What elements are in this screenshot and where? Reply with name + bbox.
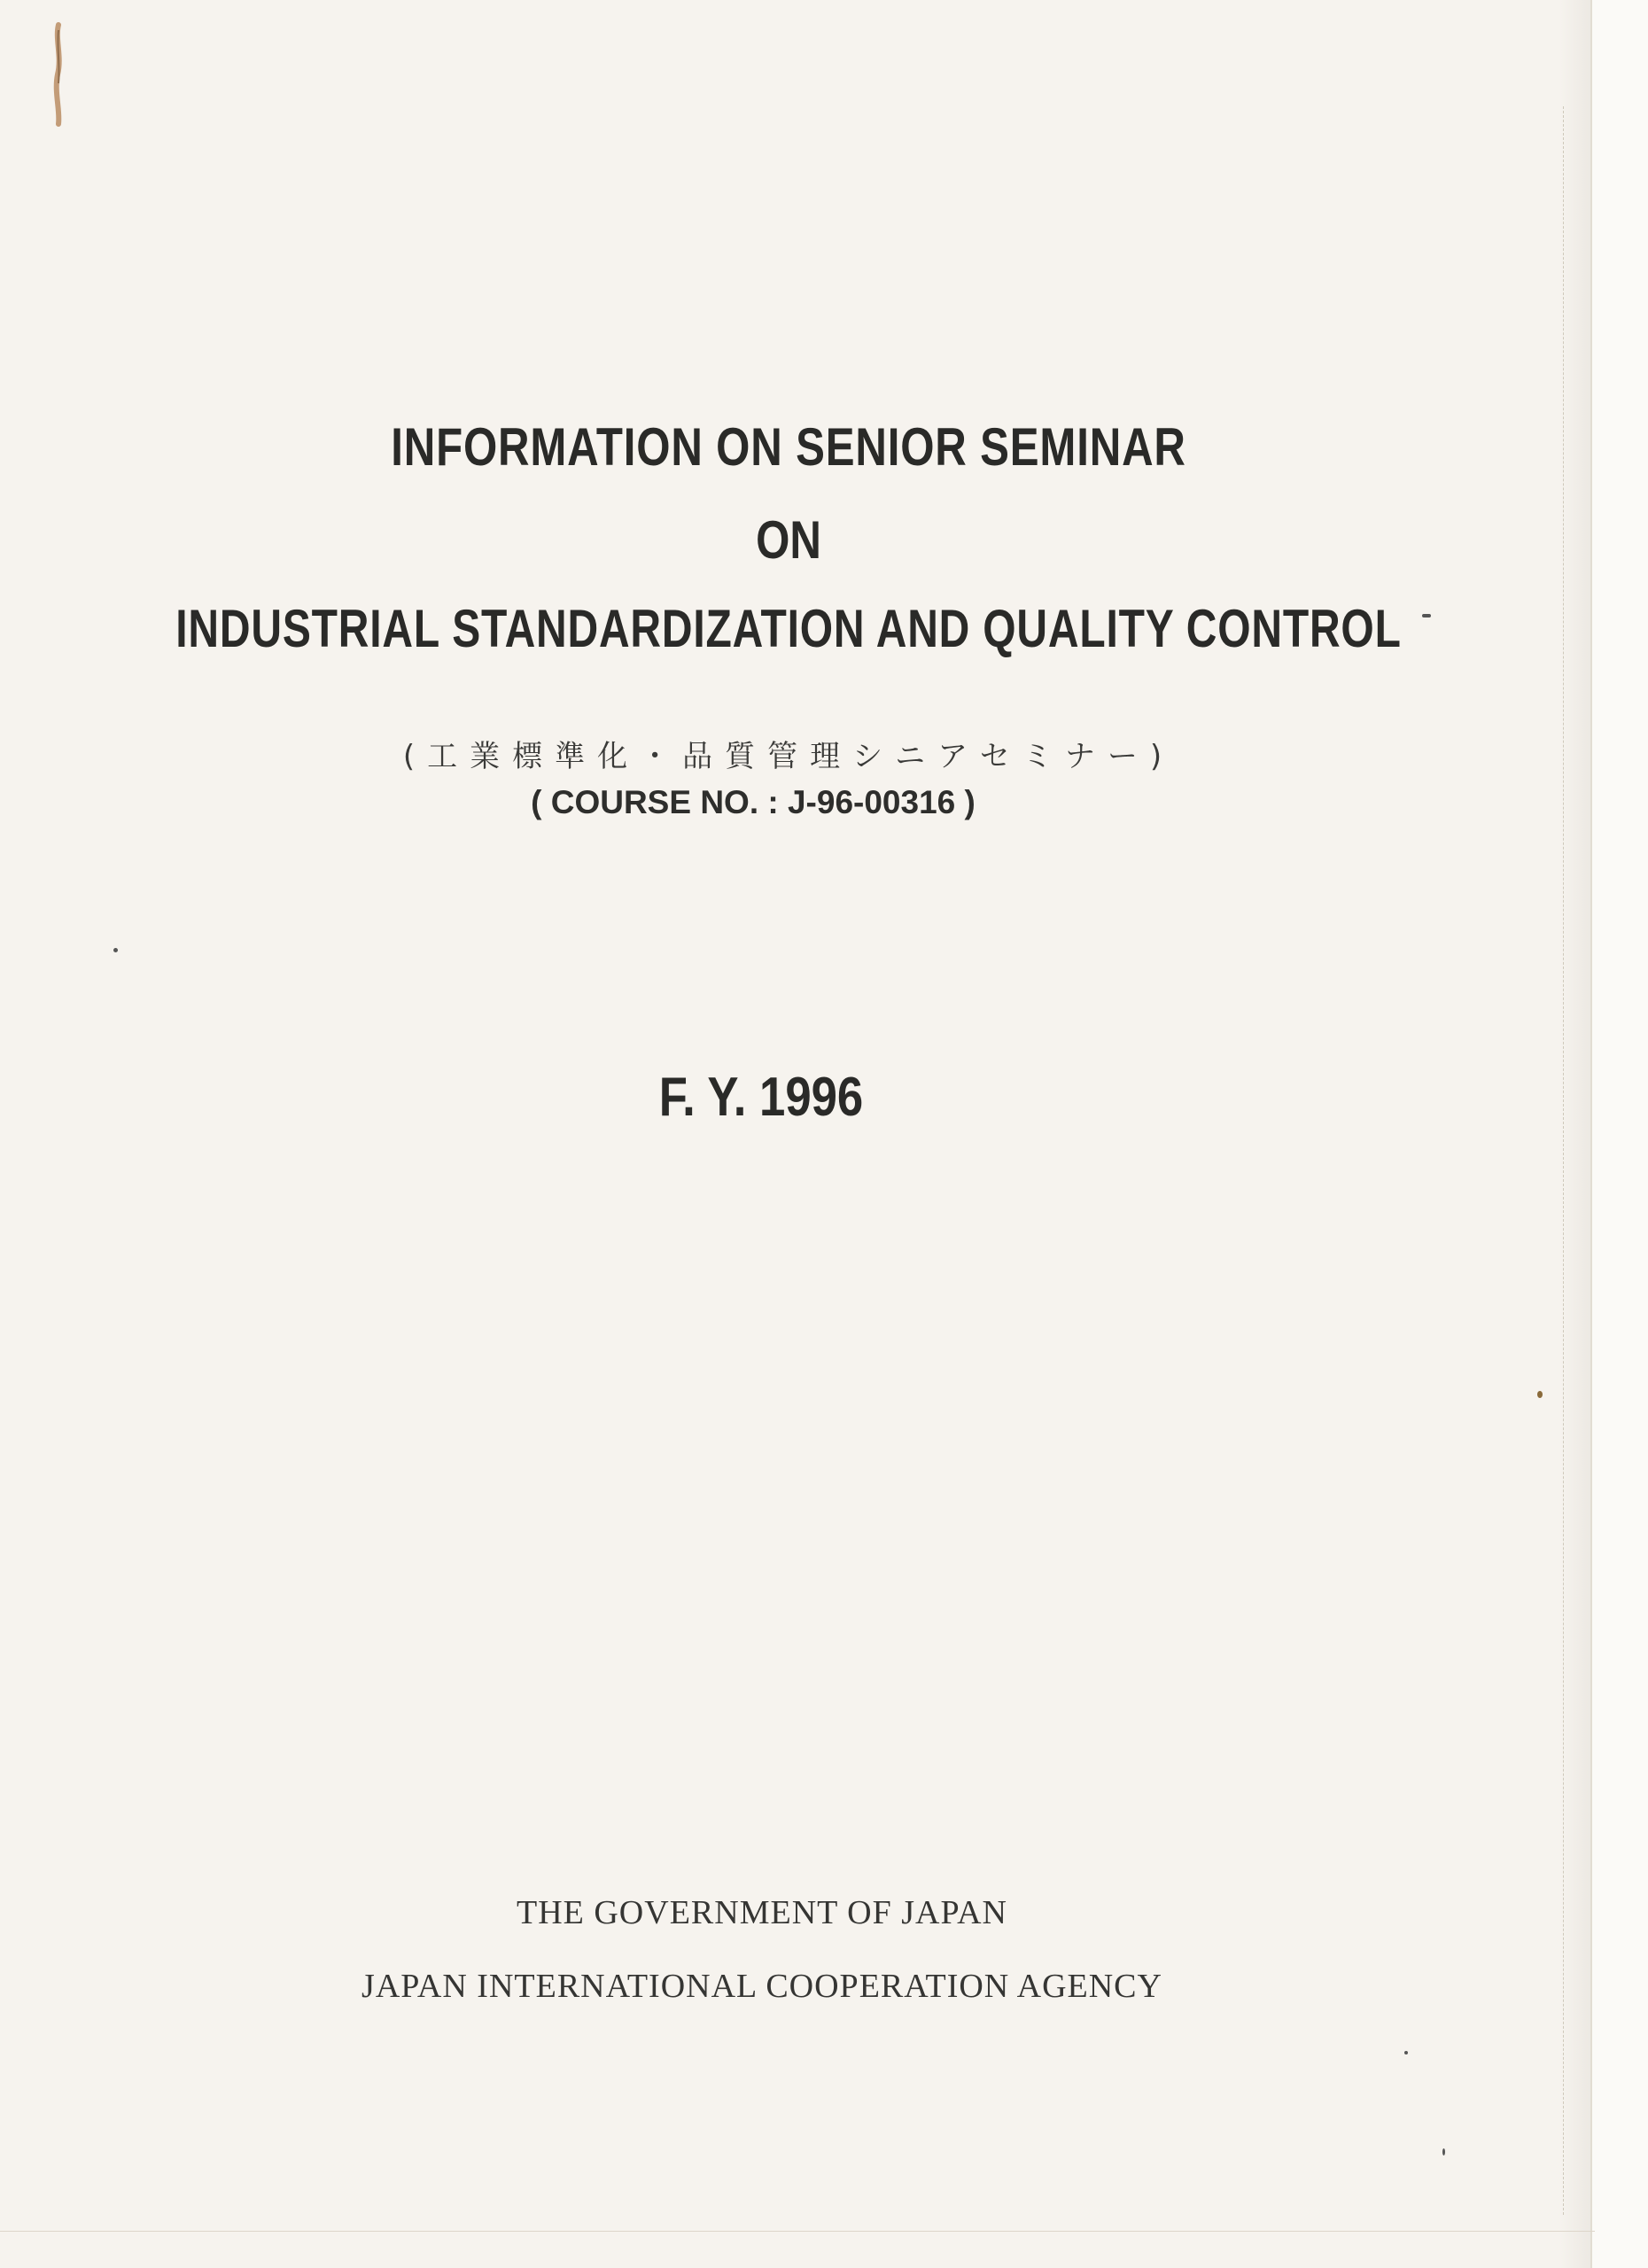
issuer-line-2: JAPAN INTERNATIONAL COOPERATION AGENCY [361,1968,1162,2005]
page-bottom-edge [0,2231,1595,2232]
title-line-1: INFORMATION ON SENIOR SEMINAR [391,417,1186,477]
dust-speck [1404,2051,1408,2054]
title-line-2: ON [756,510,821,570]
issuer-line-1: THE GOVERNMENT OF JAPAN [517,1894,1007,1931]
course-number: ( COURSE NO. : J-96-00316 ) [531,784,976,820]
dust-speck [1422,614,1431,617]
staple-hole-mark [51,21,66,128]
fold-line [1563,106,1564,2215]
dust-speck [1537,1391,1543,1398]
page-right-margin-strip [1590,0,1648,2268]
title-line-3: INDUSTRIAL STANDARDIZATION AND QUALITY CONTROL [175,599,1402,658]
dust-speck [113,948,118,952]
japanese-title: (工業標準化・品質管理シニアセミナー) [402,739,1175,774]
fiscal-year: F. Y. 1996 [658,1067,864,1128]
page-edge-shadow [1559,0,1591,2268]
dust-speck [1442,2148,1445,2155]
